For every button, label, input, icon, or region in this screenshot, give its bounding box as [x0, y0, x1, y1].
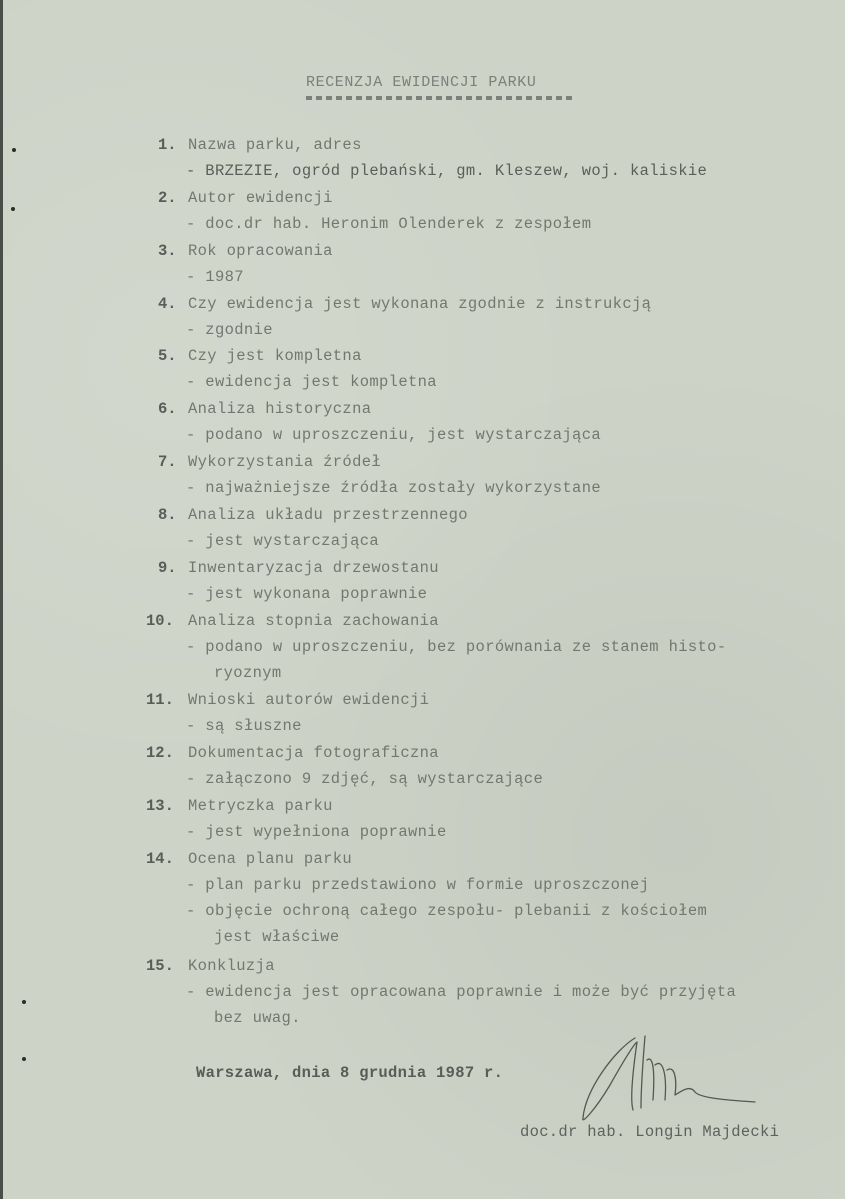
item-number: 15.	[146, 957, 174, 975]
item-answer: - 1987	[186, 268, 244, 286]
item-number: 11.	[146, 691, 174, 709]
item-number: 14.	[146, 850, 174, 868]
item-question: Analiza stopnia zachowania	[188, 612, 439, 630]
item-number: 10.	[146, 612, 174, 630]
item-answer: - ewidencja jest kompletna	[186, 373, 437, 391]
place-and-date: Warszawa, dnia 8 grudnia 1987 r.	[196, 1064, 504, 1082]
item-number: 7.	[158, 453, 177, 471]
margin-dot	[12, 148, 16, 152]
item-number: 12.	[146, 744, 174, 762]
item-number: 5.	[158, 347, 177, 365]
item-answer: - jest wypełniona poprawnie	[186, 823, 447, 841]
item-question: Wnioski autorów ewidencji	[188, 691, 430, 709]
item-answer: - jest wykonana poprawnie	[186, 585, 428, 603]
item-answer-continuation: ryoznym	[214, 664, 282, 682]
signer-name: doc.dr hab. Longin Majdecki	[520, 1123, 780, 1141]
item-answer-continuation: bez uwag.	[214, 1009, 301, 1027]
item-question: Wykorzystania źródeł	[188, 453, 382, 471]
item-question: Czy ewidencja jest wykonana zgodnie z instrukcją	[188, 295, 652, 313]
item-answer: - jest wystarczająca	[186, 532, 380, 550]
item-question: Czy jest kompletna	[188, 347, 362, 365]
item-answer: - ewidencja jest opracowana poprawnie i może być przyjęta	[186, 983, 737, 1001]
margin-dot	[22, 1057, 26, 1061]
margin-dot	[11, 207, 15, 211]
item-answer: - najważniejsze źródła zostały wykorzystane	[186, 479, 602, 497]
item-question: Analiza układu przestrzennego	[188, 506, 468, 524]
item-question: Dokumentacja fotograficzna	[188, 744, 439, 762]
item-answer: - zgodnie	[186, 321, 273, 339]
item-question: Ocena planu parku	[188, 850, 353, 868]
item-answer: - podano w uproszczeniu, jest wystarczająca	[186, 426, 602, 444]
item-number: 13.	[146, 797, 174, 815]
page-edge-shadow	[0, 0, 3, 1199]
item-question: Metryczka parku	[188, 797, 333, 815]
item-answer: - plan parku przedstawiono w formie uproszczonej	[186, 876, 650, 894]
item-question: Autor ewidencji	[188, 189, 333, 207]
item-question: Rok opracowania	[188, 242, 333, 260]
item-answer: - podano w uproszczeniu, bez porównania ze stanem histo-	[186, 638, 727, 656]
item-question: Analiza historyczna	[188, 400, 372, 418]
item-number: 4.	[158, 295, 177, 313]
item-answer: - objęcie ochroną całego zespołu- plebanii z kościołem	[186, 902, 708, 920]
item-number: 3.	[158, 242, 177, 260]
item-answer: - BRZEZIE, ogród plebański, gm. Kleszew, woj. kaliskie	[186, 162, 708, 180]
item-number: 2.	[158, 189, 177, 207]
handwritten-signature	[575, 1030, 765, 1125]
item-number: 1.	[158, 136, 177, 154]
document-title: RECENZJA EWIDENCJI PARKU	[306, 74, 537, 91]
item-answer: - doc.dr hab. Heronim Olenderek z zespołem	[186, 215, 592, 233]
item-number: 6.	[158, 400, 177, 418]
item-question: Inwentaryzacja drzewostanu	[188, 559, 439, 577]
item-answer-continuation: jest właściwe	[214, 928, 340, 946]
item-answer: - załączono 9 zdjęć, są wystarczające	[186, 770, 544, 788]
item-answer: - są słuszne	[186, 717, 302, 735]
margin-dot	[22, 1000, 26, 1004]
item-question: Konkluzja	[188, 957, 275, 975]
title-double-underline	[306, 96, 572, 100]
item-question: Nazwa parku, adres	[188, 136, 362, 154]
item-number: 9.	[158, 559, 177, 577]
item-number: 8.	[158, 506, 177, 524]
